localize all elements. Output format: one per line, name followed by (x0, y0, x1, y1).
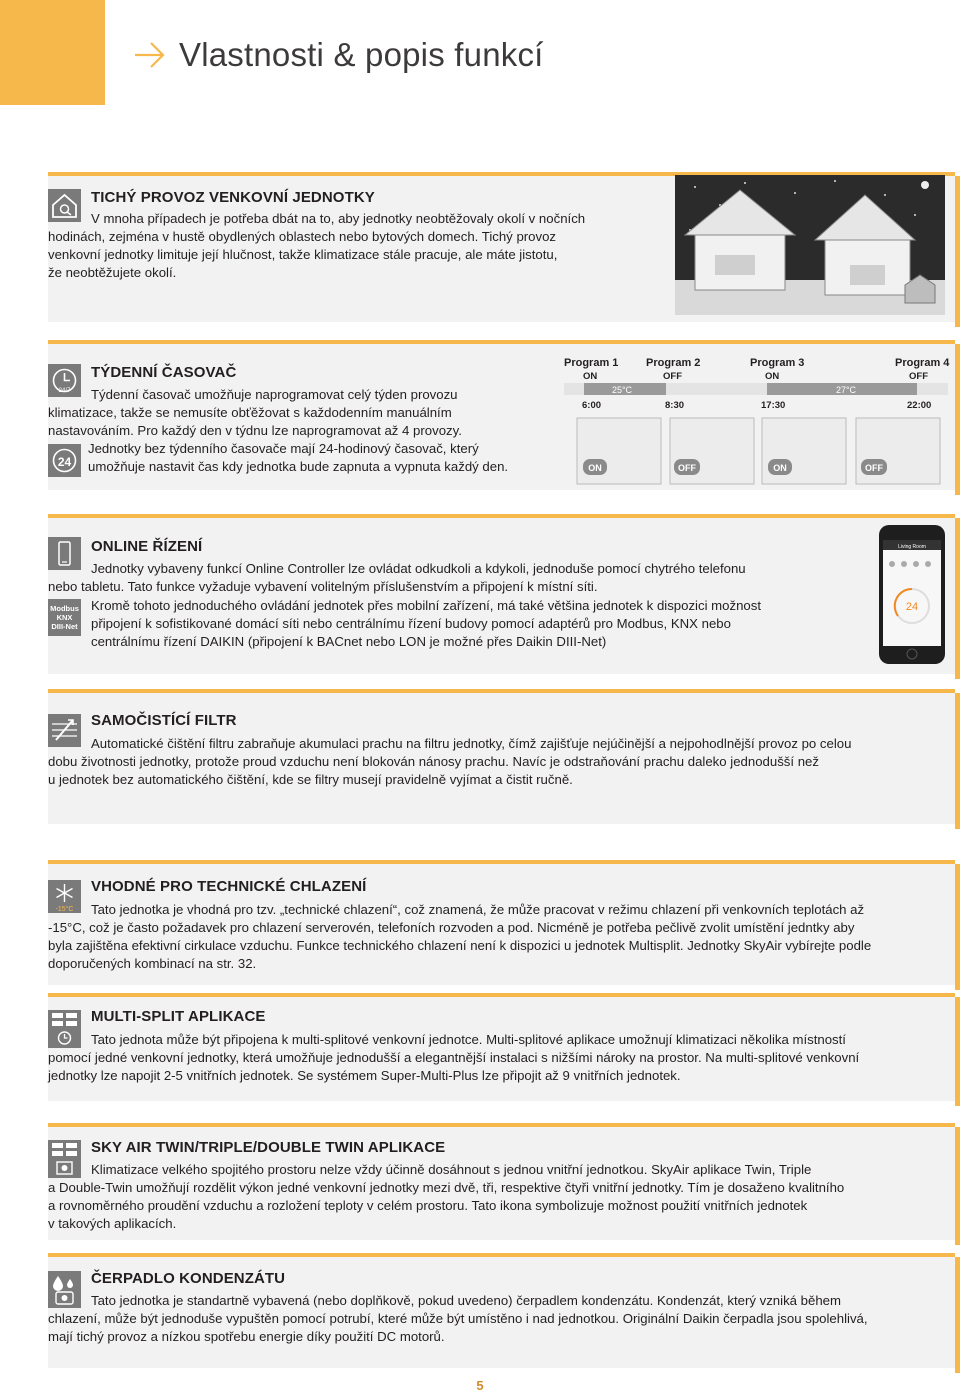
time-2: 8:30 (665, 400, 685, 411)
timer-line-2: klimatizace, takže se nemusíte obťěžovat s každodenním manuálním (48, 405, 452, 420)
timer-line-1: Týdenní časovač umožňuje naprogramovat celý týden provozu (91, 387, 458, 402)
cooling-line-4: doporučených kombinací na str. 32. (48, 956, 257, 971)
night-houses-illustration (675, 175, 945, 315)
badge-3: ON (773, 463, 787, 473)
weekly-program-diagram (562, 352, 952, 485)
section-border (955, 1257, 960, 1373)
condensate-pump-icon (48, 1271, 81, 1308)
smartphone-icon (48, 537, 81, 570)
modbus-knx-badge (48, 599, 81, 636)
skyair-title: SKY AIR TWIN/TRIPLE/DOUBLE TWIN APLIKACE (91, 1139, 446, 1156)
cooling-line-1: Tato jednotka je vhodná pro tzv. „technické chlazení“, což znamená, že může pracovat v režimu chlazení při venkovních teplotách až (91, 902, 865, 917)
program-1-label: Program 1 (564, 357, 619, 369)
online-line-3: Kromě tohoto jednoduchého ovládání jednotek přes mobilní zařízení, má také většina jednotek k dispozici možnost (91, 598, 762, 613)
page-number: 5 (476, 1378, 484, 1393)
temp-1: 25°C (611, 385, 633, 395)
quiet-line-2: hodinách, zejména v hustě obydlených oblastech nebo bytových domech. Tichý provoz (48, 229, 557, 244)
badge-knx: KNX (56, 613, 73, 622)
filter-line-3: u jednotek bez automatického čištění, kde se filtry musejí pravidelně vyjímat a čistit ručně. (48, 772, 573, 787)
skyair-line-1: Klimatizace velkého spojitého prostoru nelze vždy účinně dosáhnout s jednou vnitřní jednotkou. SkyAir aplikace Twin, Triple (91, 1162, 812, 1177)
program-4-state: OFF (909, 371, 928, 382)
skyair-line-3: a rovnoměrného proudění vzduchu a rozložení teploty v celém prostoru. Tato ikona symbolizuje možnost použití vnitřních jednotek (48, 1198, 808, 1213)
multisplit-line-3: jednotky lze napojit 2-5 vnitřních jednotek. Se systémem Super-Multi-Plus lze připojit až 9 vnitřních jednotek. (48, 1068, 681, 1083)
quiet-title: TICHÝ PROVOZ VENKOVNÍ JEDNOTKY (91, 189, 375, 206)
timer-line-4: Jednotky bez týdenního časovače mají 24-hodinový časovač, který (88, 441, 479, 456)
twin-units-icon (48, 1140, 81, 1178)
section-border (955, 997, 960, 1106)
section-border (955, 518, 960, 679)
weekly-timer-icon-label: 24/7 (58, 388, 71, 394)
section-border (955, 176, 960, 327)
time-4: 22:00 (907, 400, 932, 411)
quiet-house-icon (48, 189, 81, 222)
program-1-state: ON (583, 371, 598, 382)
program-2-label: Program 2 (646, 357, 701, 369)
temp-2: 27°C (835, 385, 857, 395)
cooling-title: VHODNÉ PRO TECHNICKÉ CHLAZENÍ (91, 878, 367, 895)
pump-line-3: mají tichý provoz a nízkou spotřebu energie díky použití DC motorů. (48, 1329, 445, 1344)
section-border (955, 693, 960, 829)
online-line-5: centrálnímu řízení DAIKIN (připojení k BACnet nebo LON je možné přes Daikin DIII-Net) (91, 634, 607, 649)
multisplit-title: MULTI-SPLIT APLIKACE (91, 1008, 266, 1025)
program-4-label: Program 4 (895, 357, 950, 369)
quiet-line-3: venkovní jednotky limituje její hlučnost, takže klimatizace stále pracuje, ale máte jistotu, (48, 247, 558, 262)
section-border (955, 864, 960, 990)
filter-line-2: dobu životnosti jednotky, protože proud vzduchu není blokován nánosy prachu. Navíc je odstraňování prachu daleko jednodušší než (48, 754, 819, 769)
online-line-2: nebo tabletu. Tato funkce vyžaduje vybavení volitelným příslušenstvím a připojení k místní síti. (48, 579, 598, 594)
cooling-line-3: byla zajištěna efektivní cirkulace vzduchu. Funkce technického chlazení není k dispozici u jednotek Multisplit. Jednotky SkyAir vybírejte podle (48, 938, 872, 953)
phone-room-label: Living Room (898, 544, 926, 550)
badge-diii-net: DIII-Net (51, 622, 78, 631)
online-line-1: Jednotky vybaveny funkcí Online Controller lze ovládat odkudkoli a kdykoli, jednoduše pomocí chytrého telefonu (91, 561, 746, 576)
filter-line-1: Automatické čištění filtru zabraňuje akumulaci prachu na filtru jednotky, čímž zajišťuje nejúčinější a nejpohodlnější provoz po celou (91, 736, 852, 751)
badge-modbus: Modbus (50, 604, 79, 613)
arrow-right-icon (133, 38, 167, 72)
multi-split-icon (48, 1010, 81, 1048)
self-cleaning-filter-icon (48, 714, 81, 747)
pump-line-2: chlazení, může být jednoduše vypuštěn pomocí potrubí, které může být umístěno i nad jednotkou. Originální Daikin čerpadla jsou spolehlivá, (48, 1311, 868, 1326)
multisplit-line-2: pomocí jedné venkovní jednotky, která umožňuje jednodušší a elegantnější instalaci s nižšími nároky na prostor. Na multi-splitové venkovní (48, 1050, 860, 1065)
program-2-state: OFF (663, 371, 682, 382)
section-border (955, 344, 960, 495)
skyair-line-2: a Double-Twin umožňují rozdělit výkon jedné venkovní jednotky mezi dvě, tři, respektive čtyři vnitřní jednotky. Tím je dosaženo kvalitního (48, 1180, 845, 1195)
filter-title: SAMOČISTÍCÍ FILTR (91, 712, 237, 729)
online-title: ONLINE ŘÍZENÍ (91, 538, 203, 555)
timer-line-5: umožňuje nastavit čas kdy jednotka bude zapnuta a vypnuta každý den. (88, 459, 509, 474)
time-1: 6:00 (582, 400, 602, 411)
time-3: 17:30 (761, 400, 786, 411)
program-3-label: Program 3 (750, 357, 805, 369)
badge-2: OFF (678, 463, 696, 473)
badge-4: OFF (865, 463, 883, 473)
quiet-line-4: že neobtěžujete okolí. (48, 265, 177, 280)
daily-timer-icon (48, 444, 81, 477)
snowflake-icon (48, 880, 81, 913)
quiet-line-1: V mnoha případech je potřeba dbát na to, aby jednotky neobtěžovaly okolí v nočních (91, 211, 586, 226)
online-line-4: připojení k sofistikované domácí síti nebo centrálnímu řízení budovy pomocí adaptérů pro Modbus, KNX nebo (91, 616, 731, 631)
smartphone-app-illustration (878, 524, 946, 665)
section-border (955, 1127, 960, 1245)
header-orange-tab (0, 0, 105, 105)
multisplit-line-1: Tato jednota může být připojena k multi-splitové venkovní jednotce. Multi-splitové aplikace umožnují klimatizaci několika místností (91, 1032, 846, 1047)
program-3-state: ON (765, 371, 780, 382)
daily-timer-icon-label: 24 (57, 455, 72, 469)
page-title (133, 36, 544, 74)
page-title-text: Vlastnosti & popis funkcí (179, 36, 544, 73)
pump-title: ČERPADLO KONDENZÁTU (91, 1270, 286, 1287)
pump-line-1: Tato jednotka je standartně vybavená (nebo doplňkově, pokud uvedeno) čerpadlem kondenzátu. Kondenzát, který vzniká během (91, 1293, 841, 1308)
weekly-timer-icon (48, 364, 81, 397)
timer-line-3: nastavováním. Pro každý den v týdnu lze naprogramovat až 4 provozy. (48, 423, 462, 438)
timer-title: TÝDENNÍ ČASOVAČ (91, 364, 237, 381)
skyair-line-4: v takových aplikacích. (48, 1216, 177, 1231)
phone-temp-value: 24 (905, 601, 919, 613)
badge-1: ON (588, 463, 602, 473)
snowflake-icon-label: -15°C (55, 906, 74, 913)
cooling-line-2: -15°C, což je často požadavek pro chlazení serverovén, telefoních rozvoden a pod. Nicméně je potřeba pečlivě zvolit umístění jedntky aby (48, 920, 855, 935)
